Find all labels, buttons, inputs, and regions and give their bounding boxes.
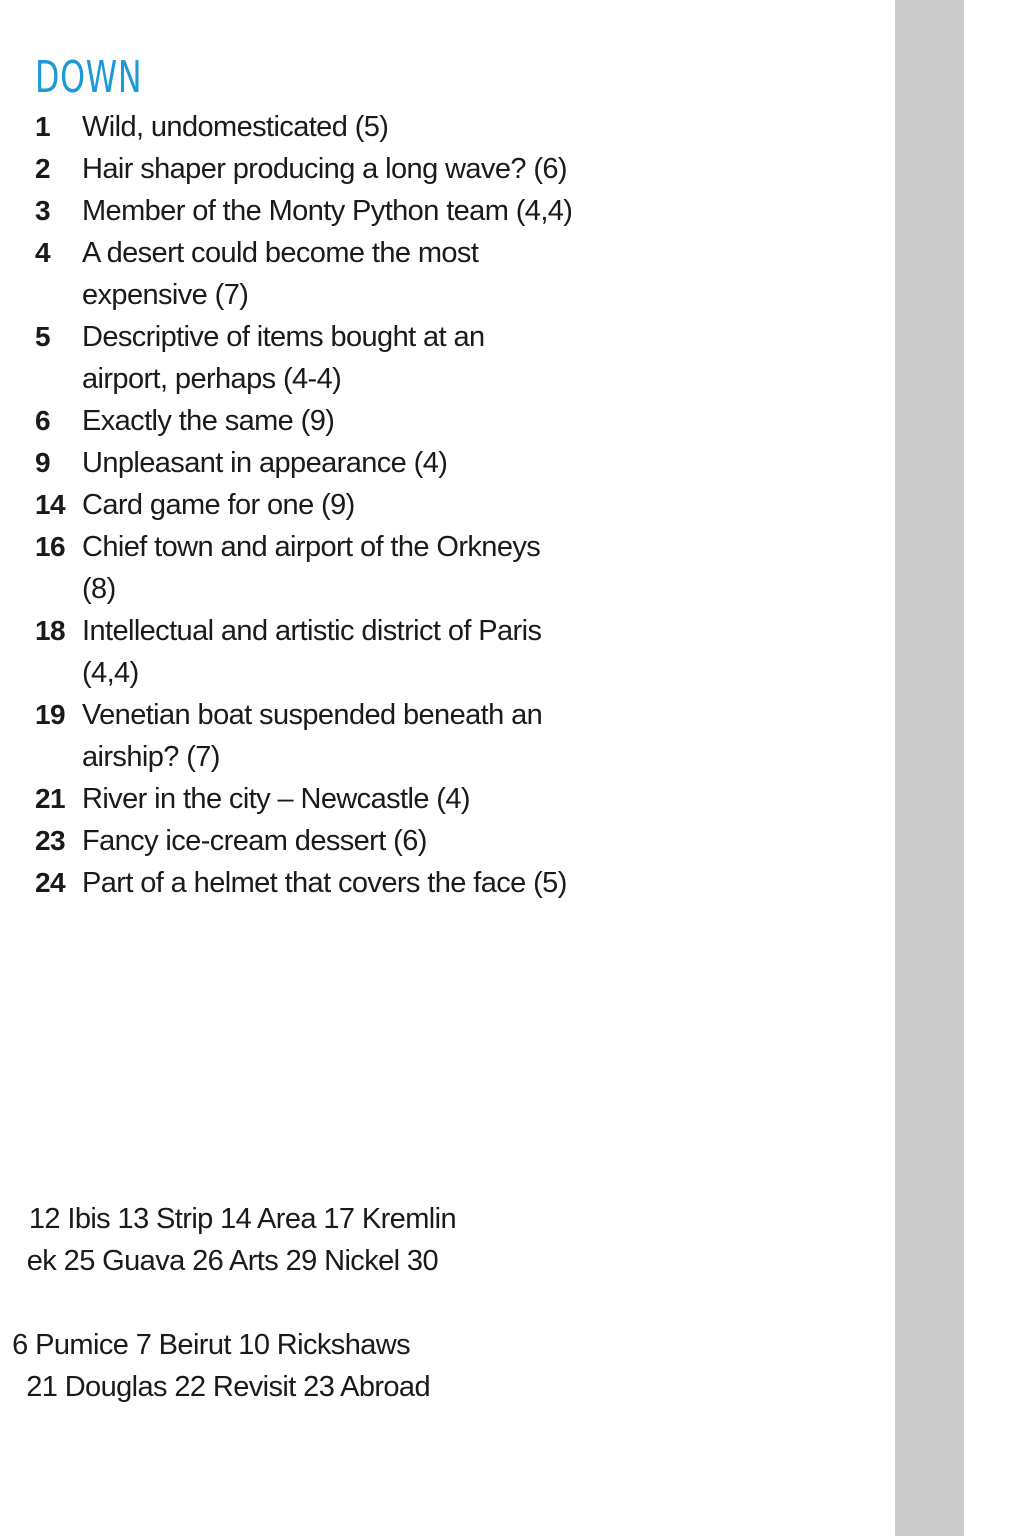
clue-number: 3 xyxy=(35,195,50,226)
solution-text: ek 25 Guava 26 Arts 29 Nickel 30 xyxy=(26,1245,438,1277)
clue-text: Card game for one (9) xyxy=(82,489,355,521)
clue-item xyxy=(35,484,575,526)
clue-number: 2 xyxy=(35,153,50,184)
clue-text: Chief town and airport of the Orkneys (8) xyxy=(82,531,541,605)
solution-text: 21 Douglas 22 Revisit 23 Abroad xyxy=(26,1371,430,1403)
clue-number: 16 xyxy=(35,531,65,562)
clue-text: River in the city – Newcastle (4) xyxy=(82,783,470,815)
clue-text: Exactly the same (9) xyxy=(82,405,335,437)
solutions-block xyxy=(0,1198,480,1408)
clue-item xyxy=(35,526,575,610)
clue-item xyxy=(35,610,575,694)
clue-number: 18 xyxy=(35,615,65,646)
clue-item xyxy=(35,232,575,316)
solution-line xyxy=(0,1366,480,1408)
clue-number: 6 xyxy=(35,405,50,436)
clue-text: Hair shaper producing a long wave? (6) xyxy=(82,153,567,185)
clue-number: 9 xyxy=(35,447,50,478)
solution-gap xyxy=(0,1282,480,1324)
solution-line xyxy=(0,1324,480,1366)
clue-text: A desert could become the most expensive (7) xyxy=(82,237,479,311)
clue-number: 21 xyxy=(35,783,65,814)
clue-number: 5 xyxy=(35,321,50,352)
clue-text: Fancy ice-cream dessert (6) xyxy=(82,825,427,857)
side-margin-bar xyxy=(895,0,964,1536)
clue-text: Intellectual and artistic district of Paris (4,4) xyxy=(82,615,542,689)
clue-number: 23 xyxy=(35,825,65,856)
clue-item xyxy=(35,694,575,778)
solution-text: 6 Pumice 7 Beirut 10 Rickshaws xyxy=(12,1329,410,1361)
solution-line xyxy=(0,1198,480,1240)
clue-text: Part of a helmet that covers the face (5) xyxy=(82,867,567,899)
clue-number: 14 xyxy=(35,489,65,520)
clue-item xyxy=(35,316,575,400)
clue-number: 24 xyxy=(35,867,65,898)
clue-text: Venetian boat suspended beneath an airship? (7) xyxy=(82,699,543,773)
clue-number: 1 xyxy=(35,111,50,142)
section-heading: DOWN xyxy=(35,52,143,103)
clue-text: Unpleasant in appearance (4) xyxy=(82,447,448,479)
clue-item xyxy=(35,778,575,820)
solution-line xyxy=(0,1240,480,1282)
clue-text: Member of the Monty Python team (4,4) xyxy=(82,195,573,227)
clue-item xyxy=(35,106,575,148)
clue-item xyxy=(35,400,575,442)
clue-item xyxy=(35,190,575,232)
down-clue-list xyxy=(35,106,575,904)
clue-item xyxy=(35,148,575,190)
clue-number: 4 xyxy=(35,237,50,268)
clue-item xyxy=(35,820,575,862)
clue-text: Descriptive of items bought at an airport, perhaps (4-4) xyxy=(82,321,485,395)
solution-text: 12 Ibis 13 Strip 14 Area 17 Kremlin xyxy=(28,1203,456,1235)
clue-item xyxy=(35,442,575,484)
clue-text: Wild, undomesticated (5) xyxy=(82,111,389,143)
clue-number: 19 xyxy=(35,699,65,730)
clue-item xyxy=(35,862,575,904)
